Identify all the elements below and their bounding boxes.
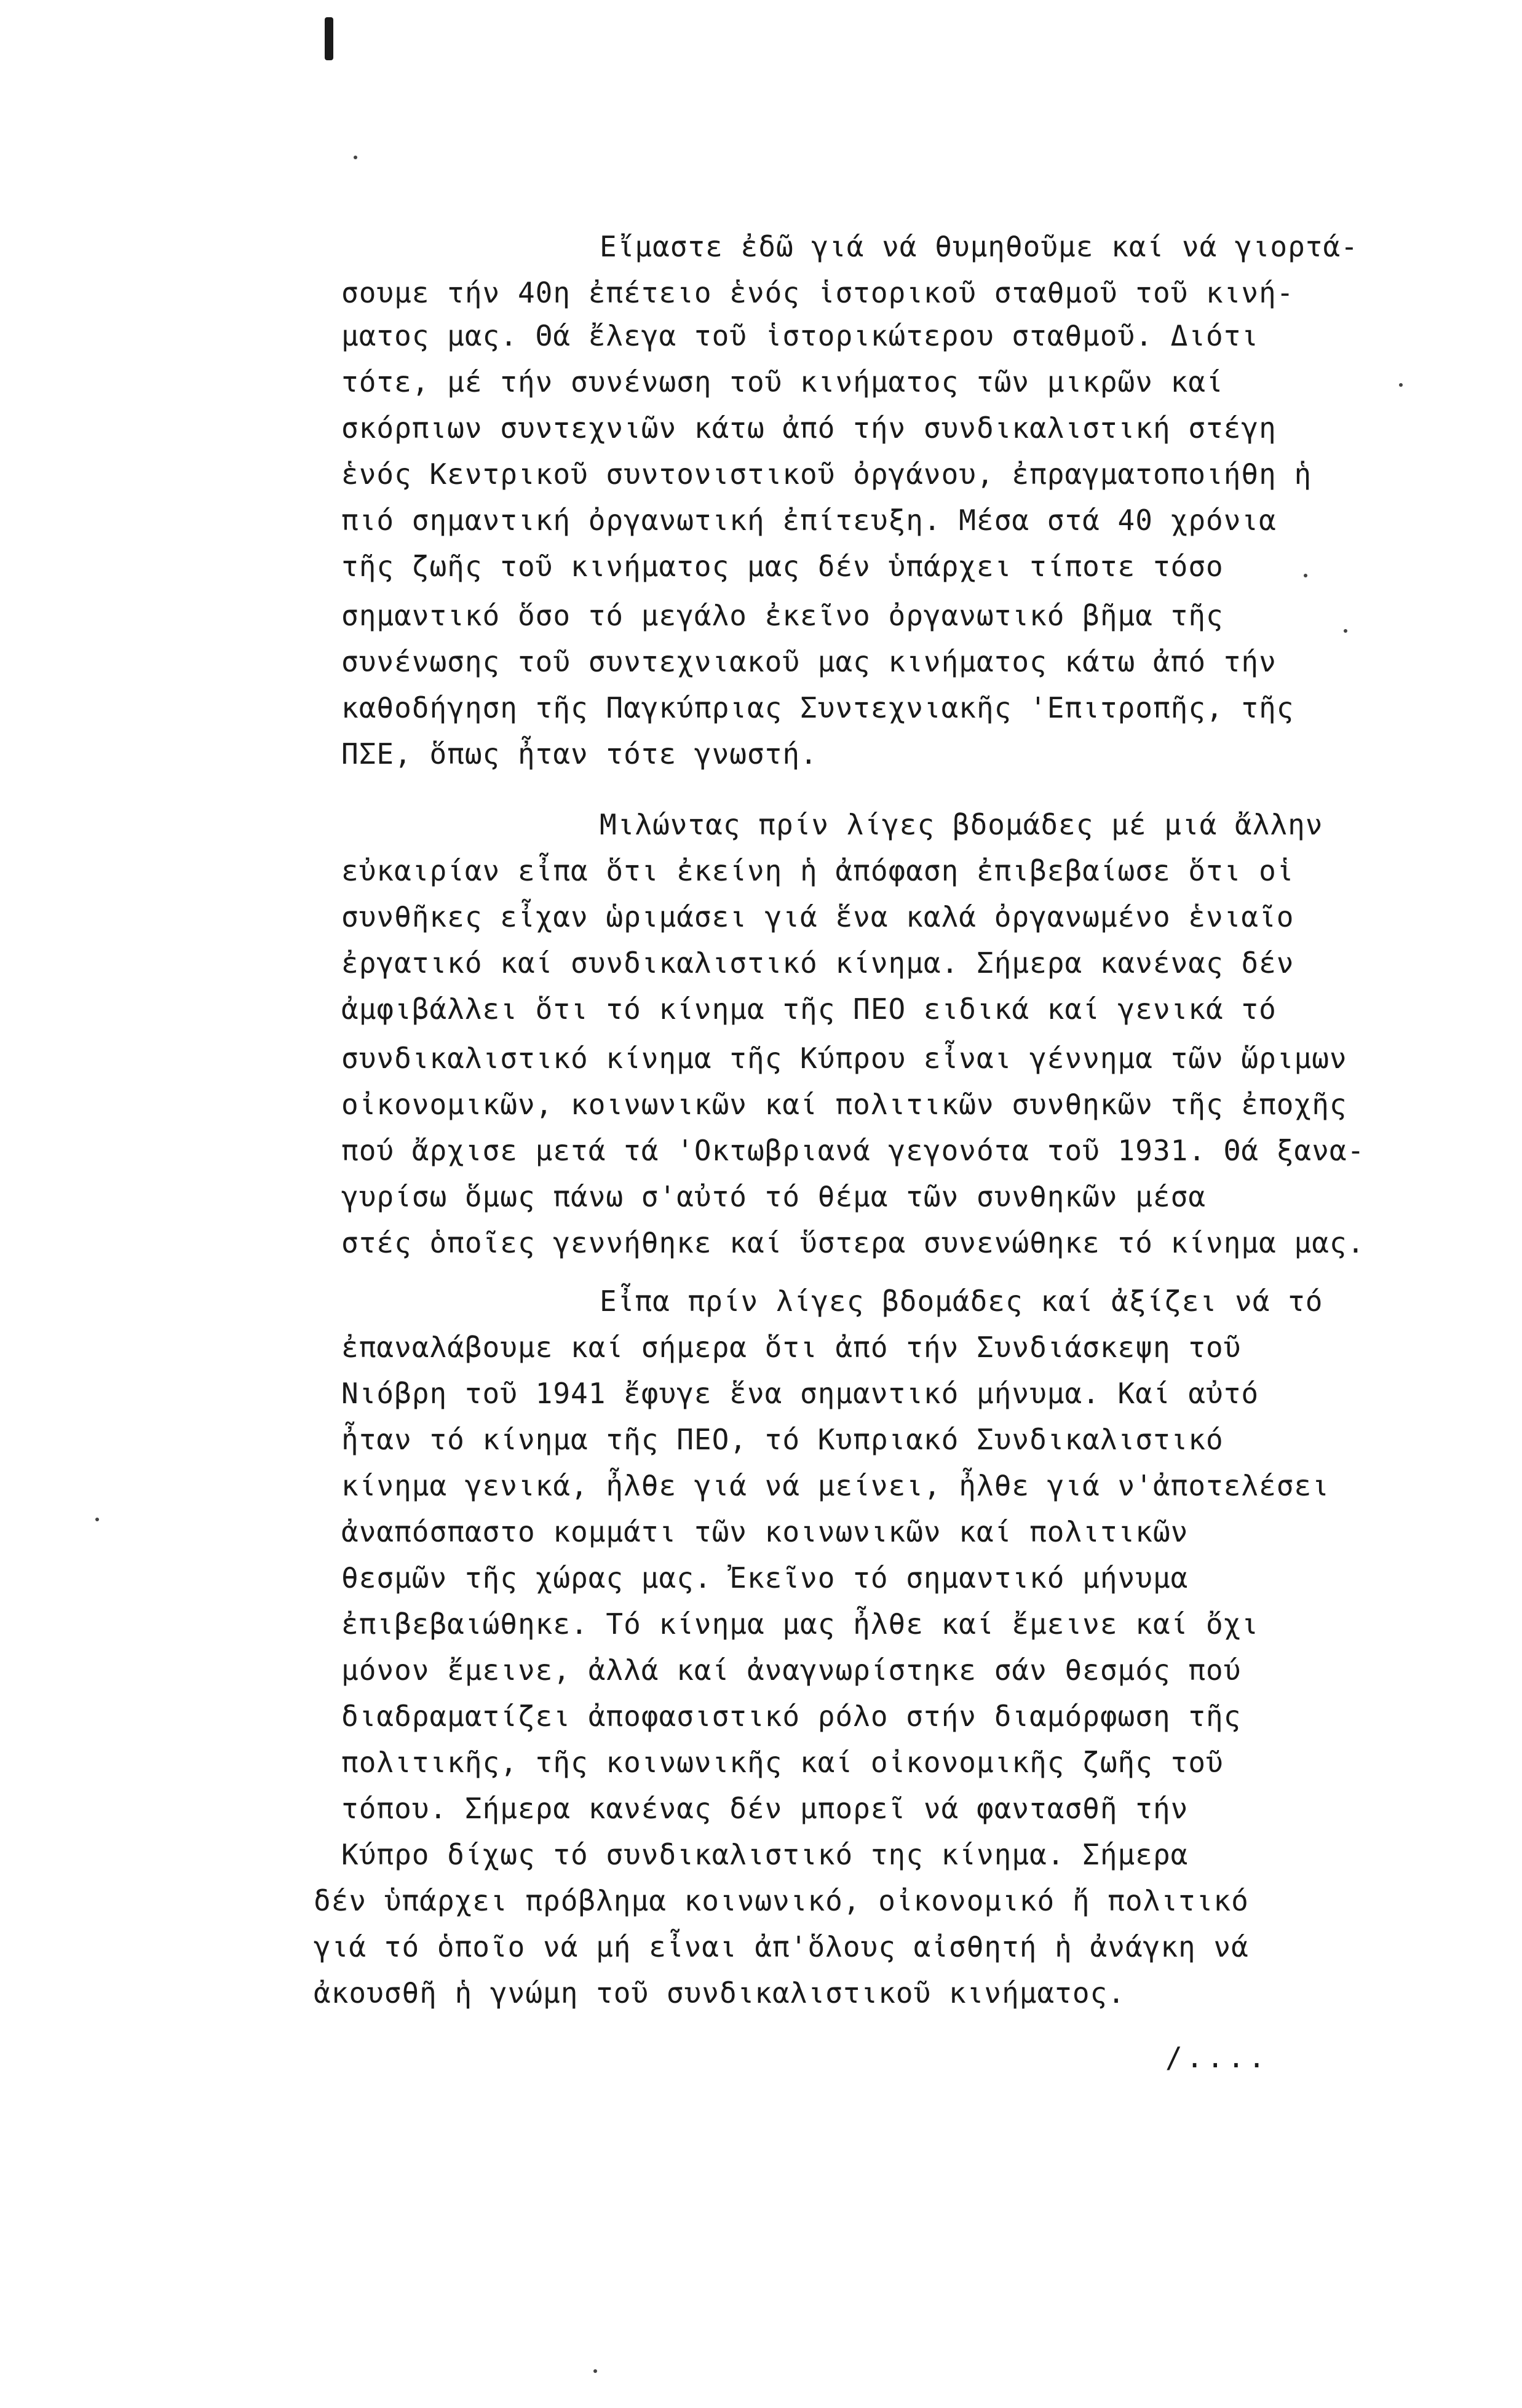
- continuation-mark: /....: [1165, 2041, 1269, 2074]
- scan-speck: [1304, 574, 1307, 577]
- scan-speck: [1344, 629, 1347, 633]
- text-line: ἀκουσθῆ ἡ γνώμη τοῦ συνδικαλιστικοῦ κινήματος.: [314, 1976, 1125, 2010]
- text-line: ἐργατικό καί συνδικαλιστικό κίνημα. Σήμερα κανένας δέν: [341, 946, 1294, 980]
- text-line: ἐπαναλάβουμε καί σήμερα ὅτι ἀπό τήν Συνδιάσκεψη τοῦ: [341, 1331, 1242, 1364]
- text-line: σκόρπιων συντεχνιῶν κάτω ἀπό τήν συνδικαλιστική στέγη: [341, 411, 1277, 445]
- text-line: δέν ὑπάρχει πρόβλημα κοινωνικό, οἰκονομικό ἤ πολιτικό: [314, 1884, 1249, 1917]
- text-line: τότε, μέ τήν συνένωση τοῦ κινήματος τῶν μικρῶν καί: [341, 365, 1224, 398]
- text-line: πολιτικῆς, τῆς κοινωνικῆς καί οἰκονομικῆς ζωῆς τοῦ: [341, 1746, 1224, 1779]
- text-line: γυρίσω ὅμως πάνω σ'αὐτό τό θέμα τῶν συνθηκῶν μέσα: [341, 1180, 1207, 1213]
- text-line: καθοδήγηση τῆς Παγκύπριας Συντεχνιακῆς 'Επιτροπῆς, τῆς: [341, 691, 1294, 724]
- text-line: οἰκονομικῶν, κοινωνικῶν καί πολιτικῶν συνθηκῶν τῆς ἐποχῆς: [341, 1088, 1347, 1121]
- text-line: τόπου. Σήμερα κανένας δέν μπορεῖ νά φαντασθῆ τήν: [341, 1792, 1189, 1825]
- text-line: συνθῆκες εἶχαν ὡριμάσει γιά ἕνα καλά ὀργανωμένο ἑνιαῖο: [341, 900, 1294, 933]
- text-line: ἀναπόσπαστο κομμάτι τῶν κοινωνικῶν καί πολιτικῶν: [341, 1515, 1189, 1548]
- scan-speck: [593, 2369, 597, 2373]
- text-line: σημαντικό ὅσο τό μεγάλο ἐκεῖνο ὀργανωτικό βῆμα τῆς: [341, 599, 1224, 632]
- text-line: μόνον ἔμεινε, ἀλλά καί ἀναγνωρίστηκε σάν θεσμός πού: [341, 1654, 1242, 1687]
- text-line: γιά τό ὁποῖο νά μή εἶναι ἀπ'ὅλους αἰσθητή ἡ ἀνάγκη νά: [314, 1930, 1249, 1963]
- text-line: ἀμφιβάλλει ὅτι τό κίνημα τῆς ΠΕΟ ειδικά καί γενικά τό: [341, 992, 1277, 1026]
- text-line: συνδικαλιστικό κίνημα τῆς Κύπρου εἶναι γέννημα τῶν ὥριμων: [341, 1042, 1347, 1075]
- text-line: στές ὁποῖες γεννήθηκε καί ὕστερα συνενώθηκε τό κίνημα μας.: [341, 1226, 1365, 1259]
- scan-speck: [95, 1518, 99, 1521]
- text-line: ἑνός Κεντρικοῦ συντονιστικοῦ ὀργάνου, ἐπραγματοποιήθη ἡ: [341, 457, 1312, 491]
- text-line: πιό σημαντική ὀργανωτική ἐπίτευξη. Μέσα στά 40 χρόνια: [341, 504, 1277, 537]
- text-line: ΠΣΕ, ὅπως ἦταν τότε γνωστή.: [341, 737, 818, 770]
- text-line: ἦταν τό κίνημα τῆς ΠΕΟ, τό Κυπριακό Συνδικαλιστικό: [341, 1423, 1224, 1456]
- scan-mark: [325, 17, 333, 60]
- text-line: ματος μας. Θά ἔλεγα τοῦ ἱστορικώτερου σταθμοῦ. Διότι: [341, 319, 1259, 352]
- scan-speck: [1399, 383, 1403, 387]
- text-line: τῆς ζωῆς τοῦ κινήματος μας δέν ὑπάρχει τίποτε τόσο: [341, 550, 1224, 583]
- text-line: Μιλώντας πρίν λίγες βδομάδες μέ μιά ἄλλην: [600, 808, 1323, 841]
- text-line: θεσμῶν τῆς χώρας μας. Ἐκεῖνο τό σημαντικό μήνυμα: [341, 1561, 1189, 1594]
- text-line: σουμε τήν 40η ἐπέτειο ἑνός ἱστορικοῦ σταθμοῦ τοῦ κινή-: [341, 276, 1294, 309]
- text-line: ἐπιβεβαιώθηκε. Τό κίνημα μας ἦλθε καί ἔμεινε καί ὄχι: [341, 1607, 1259, 1641]
- text-line: πού ἄρχισε μετά τά 'Οκτωβριανά γεγονότα τοῦ 1931. Θά ξανα-: [341, 1134, 1365, 1167]
- text-line: κίνημα γενικά, ἦλθε γιά νά μείνει, ἦλθε γιά ν'ἀποτελέσει: [341, 1469, 1330, 1502]
- scan-speck: [354, 156, 357, 159]
- text-line: Νιόβρη τοῦ 1941 ἔφυγε ἕνα σημαντικό μήνυμα. Καί αὐτό: [341, 1377, 1259, 1410]
- text-line: Εἶπα πρίν λίγες βδομάδες καί ἀξίζει νά τό: [600, 1285, 1323, 1318]
- text-line: εὐκαιρίαν εἶπα ὅτι ἐκείνη ἡ ἀπόφαση ἐπιβεβαίωσε ὅτι οἱ: [341, 854, 1294, 887]
- text-line: Κύπρο δίχως τό συνδικαλιστικό της κίνημα. Σήμερα: [341, 1838, 1189, 1871]
- text-line: διαδραματίζει ἀποφασιστικό ρόλο στήν διαμόρφωση τῆς: [341, 1700, 1242, 1733]
- text-line: Εἴμαστε ἐδῶ γιά νά θυμηθοῦμε καί νά γιορτά-: [600, 230, 1358, 263]
- text-line: συνένωσης τοῦ συντεχνιακοῦ μας κινήματος κάτω ἀπό τήν: [341, 645, 1277, 678]
